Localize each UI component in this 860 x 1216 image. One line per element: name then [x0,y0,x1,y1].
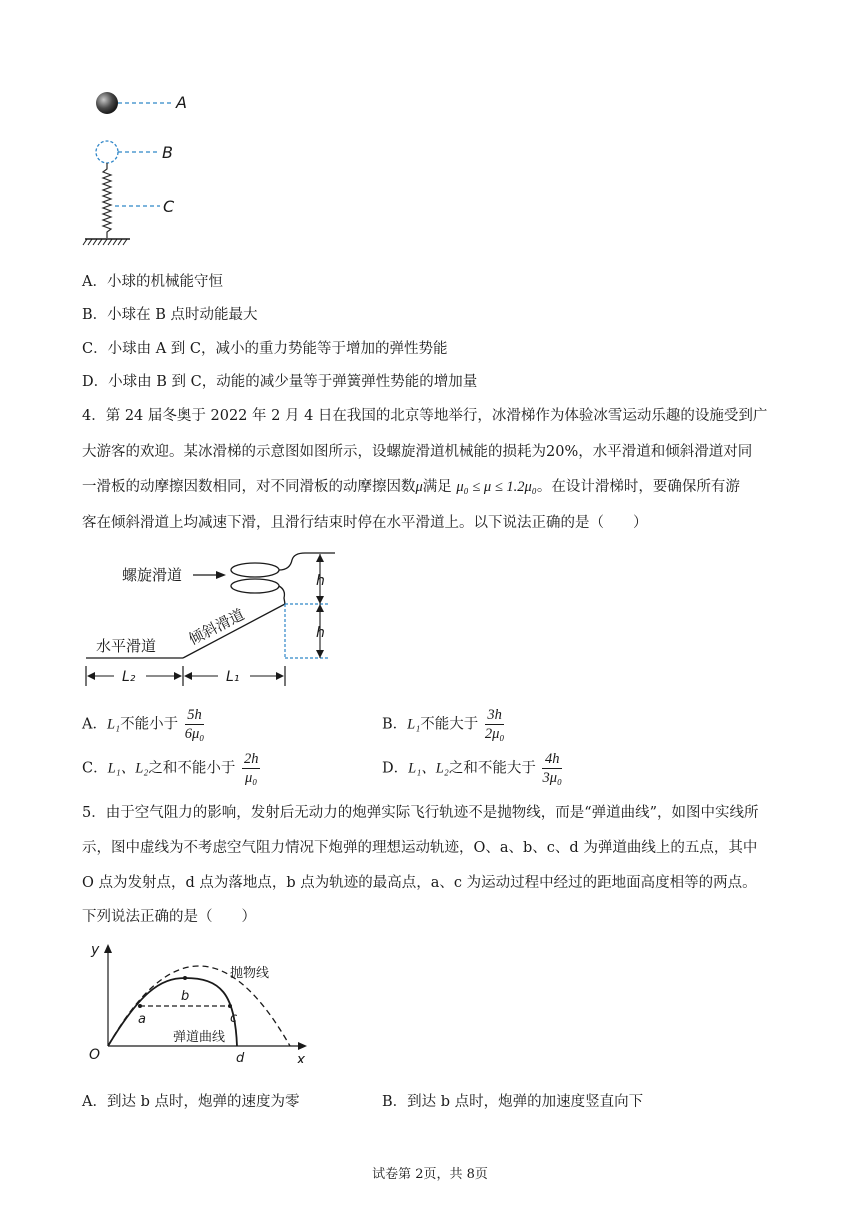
label-c: C [163,197,175,216]
q4-option-b: B．L₁不能大于 $\frac{3h}{\text{2μ₀}}$ [382,707,505,742]
l2-label: L₂ [122,669,136,685]
y-axis-label: y [91,942,100,958]
spiral-label: 螺旋滑道 [122,566,183,584]
q3-option-b: B．小球在 B 点时动能最大 [82,307,258,323]
q5-stem-line4: 下列说法正确的是（ ） [82,909,256,925]
h-lower-label: h [316,625,325,641]
q5-stem-line1: 5．由于空气阻力的影响，发射后无动力的炮弹实际飞行轨迹不是抛物线，而是“弹道曲线”，如图中实线所 [82,805,759,821]
q4-stem-line4: 客在倾斜滑道上均减速下滑，且滑行结束时停在水平滑道上。以下说法正确的是（ ） [82,515,648,531]
q3-option-c: C．小球由 A 到 C，减小的重力势能等于增加的弹性势能 [82,341,448,357]
q5-stem-line2: 示，图中虚线为不考虑空气阻力情况下炮弹的理想运动轨迹，O、a、b、c、d 为弹道曲线上的五点，其中 [82,840,758,856]
ice-slide-figure [80,548,360,693]
q4-option-c: C．L₁、L₂之和不能小于 $\frac{2h}{\text{μ₀}}$ [82,751,259,786]
trajectory-figure [85,938,325,1063]
ball-position-b [96,141,118,163]
parabola-label: 抛物线 [230,966,270,981]
q4-stem-line1: 4．第 24 届冬奥于 2022 年 2 月 4 日在我国的北京等地举行，冰滑梯作为体验冰雪运动乐趣的设施受到广 [82,408,768,424]
incline-label: 倾斜滑道 [185,605,248,649]
label-a: A [176,93,187,112]
fraction: $\frac{4h}{\text{3μ₀}}$ [542,751,563,786]
q5-option-a: A．到达 b 点时，炮弹的速度为零 [82,1094,300,1110]
point-d-label: d [236,1051,245,1063]
origin-label: O [89,1047,101,1063]
q4-option-a: A．L₁不能小于 $\frac{5h}{\text{6μ₀}}$ [82,707,205,742]
ball-at-a [96,92,118,114]
page-footer: 试卷第 2页，共 8页 [372,1167,488,1182]
point-a-label: a [138,1012,146,1027]
q4-stem-line2: 大游客的欢迎。某冰滑梯的示意图如图所示，设螺旋滑道机械能的损耗为20%，水平滑道和倾斜滑道对同 [82,444,753,460]
point-c-label: c [230,1011,238,1026]
fraction: $\frac{3h}{\text{2μ₀}}$ [484,707,505,742]
q3-option-d: D．小球由 B 到 C，动能的减少量等于弹簧弹性势能的增加量 [82,374,478,390]
label-b: B [162,143,173,162]
ballistic-label: 弹道曲线 [173,1030,226,1045]
fraction: $\frac{2h}{\text{μ₀}}$ [243,751,259,786]
x-axis-label: x [296,1052,305,1063]
fraction: $\frac{5h}{\text{6μ₀}}$ [184,707,205,742]
q4-stem-line3: 一滑板的动摩擦因数相同，对不同滑板的动摩擦因数μ满足 μ₀ ≤ μ ≤ 1.2μ₀。在设计滑梯时，要确保所有游 [82,479,740,495]
point-b-label: b [181,989,190,1004]
q3-option-a: A．小球的机械能守恒 [82,274,223,290]
ball-spring-figure [80,85,200,255]
l1-label: L₁ [226,669,240,685]
spring [103,163,111,238]
horizontal-label: 水平滑道 [96,637,157,655]
q5-stem-line3: O 点为发射点，d 点为落地点，b 点为轨迹的最高点，a、c 为运动过程中经过的距地面高度相等的两点。 [82,875,757,891]
h-upper-label: h [316,573,325,589]
q4-option-d: D．L₁、L₂之和不能大于 $\frac{4h}{\text{3μ₀}}$ [382,751,563,786]
q5-option-b: B．到达 b 点时，炮弹的加速度竖直向下 [382,1094,644,1110]
